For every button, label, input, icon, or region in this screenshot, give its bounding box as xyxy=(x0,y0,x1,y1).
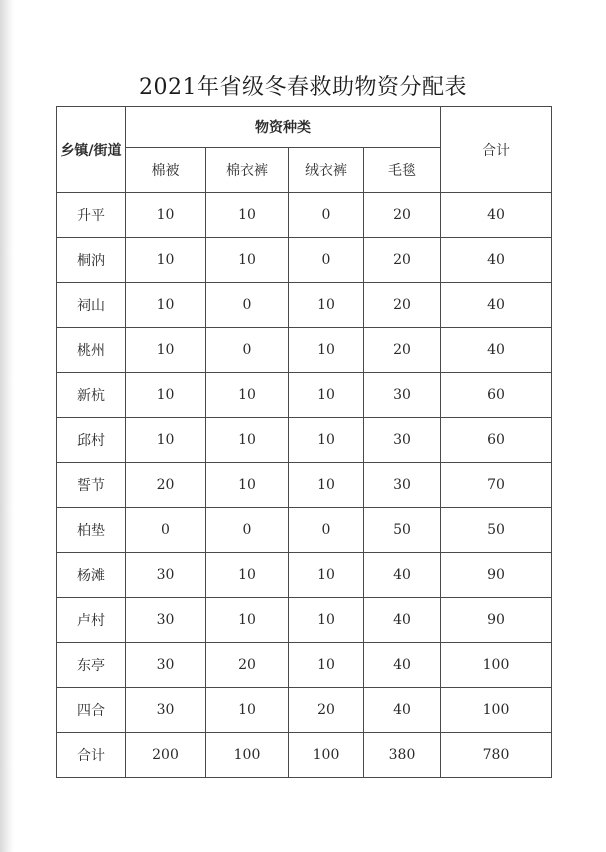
table-row xyxy=(57,283,552,328)
quantity-cell: 40 xyxy=(364,688,441,733)
quantity-cell: 0 xyxy=(289,193,364,238)
item-header-blanket: 毛毯 xyxy=(364,148,441,193)
quantity-cell: 0 xyxy=(206,508,289,553)
town-name-cell: 祠山 xyxy=(57,283,126,328)
quantity-cell: 30 xyxy=(364,373,441,418)
quantity-cell: 10 xyxy=(206,688,289,733)
quantity-cell: 10 xyxy=(289,643,364,688)
table-row xyxy=(57,688,552,733)
town-name-cell: 升平 xyxy=(57,193,126,238)
table-row xyxy=(57,238,552,283)
quantity-cell: 30 xyxy=(126,553,206,598)
page-edge-shadow xyxy=(0,0,14,852)
quantity-cell: 0 xyxy=(126,508,206,553)
table-body xyxy=(57,193,552,733)
quantity-cell: 20 xyxy=(126,463,206,508)
quantity-cell: 20 xyxy=(206,643,289,688)
total-column-header: 合计 xyxy=(441,107,552,193)
row-total-cell: 90 xyxy=(441,598,552,643)
table-row xyxy=(57,508,552,553)
total-cell: 100 xyxy=(206,733,289,778)
quantity-cell: 10 xyxy=(206,373,289,418)
row-total-cell: 60 xyxy=(441,373,552,418)
quantity-cell: 10 xyxy=(126,418,206,463)
table-row xyxy=(57,643,552,688)
quantity-cell: 10 xyxy=(289,463,364,508)
item-header-fleece-clothes: 绒衣裤 xyxy=(289,148,364,193)
town-name-cell: 杨滩 xyxy=(57,553,126,598)
quantity-cell: 10 xyxy=(206,598,289,643)
table-row xyxy=(57,373,552,418)
quantity-cell: 10 xyxy=(126,283,206,328)
row-total-cell: 40 xyxy=(441,283,552,328)
quantity-cell: 10 xyxy=(126,373,206,418)
total-cell: 380 xyxy=(364,733,441,778)
quantity-cell: 0 xyxy=(289,238,364,283)
quantity-cell: 10 xyxy=(206,418,289,463)
row-total-cell: 100 xyxy=(441,688,552,733)
table-row xyxy=(57,418,552,463)
quantity-cell: 0 xyxy=(289,508,364,553)
town-name-cell: 誓节 xyxy=(57,463,126,508)
row-total-cell: 70 xyxy=(441,463,552,508)
row-total-cell: 60 xyxy=(441,418,552,463)
quantity-cell: 20 xyxy=(364,328,441,373)
quantity-cell: 10 xyxy=(126,193,206,238)
table-row xyxy=(57,328,552,373)
quantity-cell: 0 xyxy=(206,283,289,328)
grand-total-cell: 780 xyxy=(441,733,552,778)
header-row-1 xyxy=(57,107,552,148)
table-row xyxy=(57,553,552,598)
quantity-cell: 10 xyxy=(289,553,364,598)
quantity-cell: 0 xyxy=(206,328,289,373)
row-total-cell: 50 xyxy=(441,508,552,553)
town-column-header: 乡镇/街道 xyxy=(57,107,126,193)
row-total-cell: 40 xyxy=(441,328,552,373)
quantity-cell: 10 xyxy=(289,283,364,328)
quantity-cell: 10 xyxy=(289,418,364,463)
quantity-cell: 20 xyxy=(289,688,364,733)
item-header-cotton-clothes: 棉衣裤 xyxy=(206,148,289,193)
quantity-cell: 10 xyxy=(206,193,289,238)
quantity-cell: 40 xyxy=(364,643,441,688)
total-cell: 100 xyxy=(289,733,364,778)
quantity-cell: 10 xyxy=(206,463,289,508)
quantity-cell: 40 xyxy=(364,598,441,643)
town-name-cell: 桐汭 xyxy=(57,238,126,283)
quantity-cell: 10 xyxy=(206,553,289,598)
quantity-cell: 10 xyxy=(206,238,289,283)
row-total-cell: 100 xyxy=(441,643,552,688)
material-group-header: 物资种类 xyxy=(126,107,441,148)
quantity-cell: 10 xyxy=(126,238,206,283)
table-row xyxy=(57,463,552,508)
quantity-cell: 20 xyxy=(364,283,441,328)
town-name-cell: 桃州 xyxy=(57,328,126,373)
row-total-cell: 40 xyxy=(441,238,552,283)
table-row xyxy=(57,193,552,238)
row-total-cell: 40 xyxy=(441,193,552,238)
quantity-cell: 10 xyxy=(126,328,206,373)
town-name-cell: 邱村 xyxy=(57,418,126,463)
total-cell: 200 xyxy=(126,733,206,778)
quantity-cell: 30 xyxy=(364,463,441,508)
town-name-cell: 卢村 xyxy=(57,598,126,643)
totals-row xyxy=(57,733,552,778)
page-title: 2021年省级冬春救助物资分配表 xyxy=(139,75,467,100)
totals-label: 合计 xyxy=(57,733,126,778)
town-name-cell: 柏垫 xyxy=(57,508,126,553)
quantity-cell: 30 xyxy=(126,643,206,688)
quantity-cell: 10 xyxy=(289,598,364,643)
quantity-cell: 10 xyxy=(289,328,364,373)
town-name-cell: 新杭 xyxy=(57,373,126,418)
quantity-cell: 30 xyxy=(126,688,206,733)
quantity-cell: 10 xyxy=(289,373,364,418)
town-name-cell: 东亭 xyxy=(57,643,126,688)
table-row xyxy=(57,598,552,643)
row-total-cell: 90 xyxy=(441,553,552,598)
item-header-quilt: 棉被 xyxy=(126,148,206,193)
quantity-cell: 30 xyxy=(126,598,206,643)
town-name-cell: 四合 xyxy=(57,688,126,733)
quantity-cell: 50 xyxy=(364,508,441,553)
allocation-table xyxy=(56,106,552,778)
quantity-cell: 40 xyxy=(364,553,441,598)
quantity-cell: 20 xyxy=(364,193,441,238)
quantity-cell: 30 xyxy=(364,418,441,463)
quantity-cell: 20 xyxy=(364,238,441,283)
